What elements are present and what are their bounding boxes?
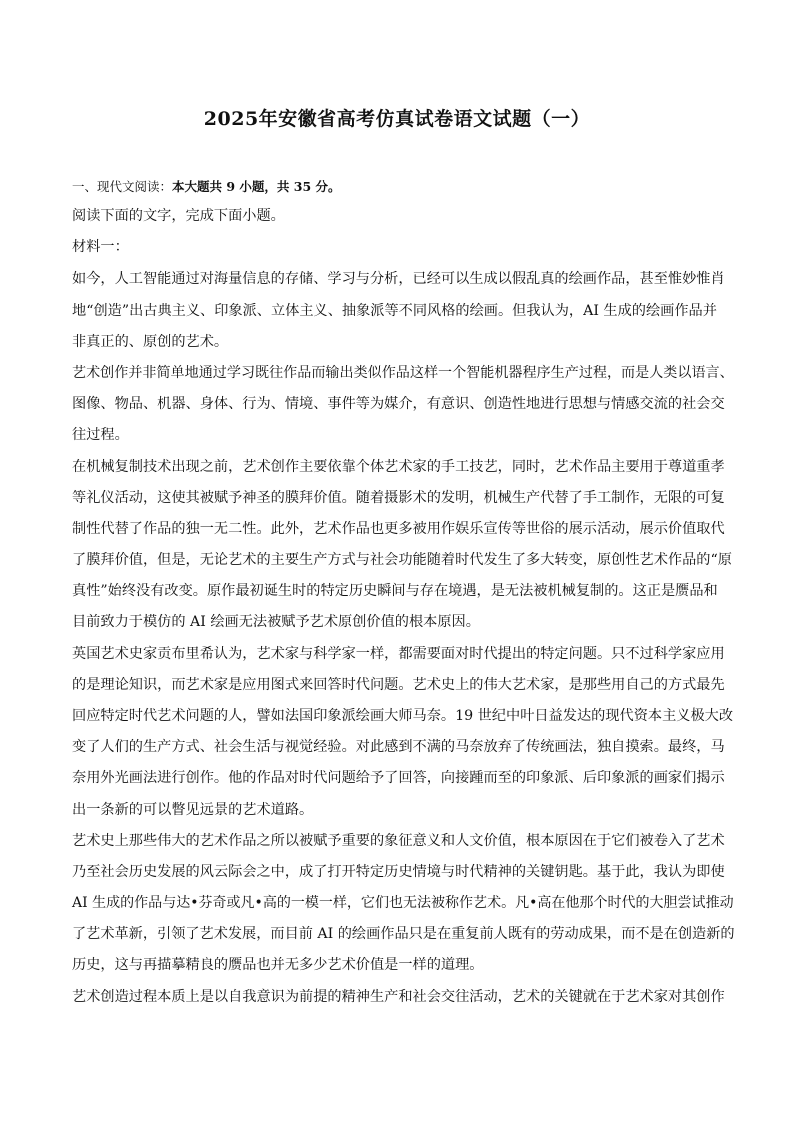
paragraph-line: 如今，人工智能通过对海量信息的存储、学习与分析，已经可以生成以假乱真的绘画作品，甚至惟妙惟肖 (72, 271, 725, 287)
page-title: 2025年安徽省高考仿真试卷语文试题（一） (203, 108, 591, 130)
paragraph-line: 地“创造”出古典主义、印象派、立体主义、抽象派等不同风格的绘画。但我认为，AI 生成的绘画作品并 (72, 303, 717, 319)
paragraph-line: 非真正的、原创的艺术。 (72, 334, 229, 350)
paragraph-line: 真性”始终没有改变。原作最初诞生时的特定历史瞬间与存在境遇，是无法被机械复制的。这正是赝品和 (72, 583, 718, 599)
paragraph-line: 英国艺术史家贡布里希认为，艺术家与科学家一样，都需要面对时代提出的特定问题。只不过科学家应用 (72, 646, 725, 662)
section-prefix: 一、现代文阅读： (72, 179, 173, 194)
paragraph-line: AI 生成的作品与达•芬奇或凡•高的一模一样，它们也无法被称作艺术。凡•高在他那个时代的大胆尝试推动 (72, 895, 734, 911)
paragraph-line: 在机械复制技术出现之前，艺术创作主要依靠个体艺术家的手工技艺，同时，艺术作品主要用于尊道重孝 (72, 459, 725, 475)
paragraph-line: 艺术创作并非简单地通过学习既往作品而输出类似作品这样一个智能机器程序生产过程，而是人类以语言、 (72, 365, 734, 381)
paragraph-line: 了艺术革新，引领了艺术发展，而目前 AI 的绘画作品只是在重复前人既有的劳动成果，而不是在创造新的 (72, 926, 735, 942)
paragraph-line: 艺术创造过程本质上是以自我意识为前提的精神生产和社会交往活动，艺术的关键就在于艺术家对其创作 (72, 989, 725, 1005)
paragraph-line: 奈用外光画法进行创作。他的作品对时代问题给予了回答，向接踵而至的印象派、后印象派的画家们揭示 (72, 770, 725, 786)
paragraph-line: 艺术史上那些伟大的艺术作品之所以被赋予重要的象征意义和人文价值，根本原因在于它们被卷入了艺术 (72, 833, 725, 849)
paragraph-line: 的是理论知识，而艺术家是应用图式来回答时代问题。艺术史上的伟大艺术家，是那些用自己的方式最先 (72, 677, 725, 693)
paragraph-line: 历史，这与再描摹精良的赝品也并无多少艺术价值是一样的道理。 (72, 957, 484, 973)
paragraph-line: 往过程。 (72, 427, 129, 443)
paragraph-line: 制性代替了作品的独一无二性。此外，艺术作品也更多被用作娱乐宣传等世俗的展示活动，展示价值取代 (72, 521, 725, 537)
paragraph-line: 变了人们的生产方式、社会生活与视觉经验。对此感到不满的马奈放弃了传统画法，独自摸索。最终，马 (72, 739, 725, 755)
paragraph-line: 回应特定时代艺术问题的人，譬如法国印象派绘画大师马奈。19 世纪中叶日益发达的现代资本主义极大改 (72, 708, 734, 724)
paragraph-line: 出一条新的可以瞥见远景的艺术道路。 (72, 802, 314, 818)
paragraph-line: 图像、物品、机器、身体、行为、情境、事件等为媒介，有意识、创造性地进行思想与情感交流的社会交 (72, 396, 725, 412)
section-detail: 本大题共 9 小题，共 35 分。 (172, 179, 341, 194)
paragraph-line: 了膜拜价值，但是，无论艺术的主要生产方式与社会功能随着时代发生了多大转变，原创性艺术作品的“原 (72, 552, 732, 568)
section-heading (72, 177, 341, 195)
paragraph-line: 目前致力于模仿的 AI 绘画无法被赋予艺术原创价值的根本原因。 (72, 614, 480, 630)
material-label: 材料一： (72, 239, 129, 255)
paragraph-line: 乃至社会历史发展的风云际会之中，成了打开特定历史情境与时代精神的关键钥匙。基于此，我认为即使 (72, 864, 725, 880)
paragraph-line: 等礼仪活动，这使其被赋予神圣的膜拜价值。随着摄影术的发明，机械生产代替了手工制作，无限的可复 (72, 490, 725, 506)
instruction-text: 阅读下面的文字，完成下面小题。 (72, 208, 285, 224)
